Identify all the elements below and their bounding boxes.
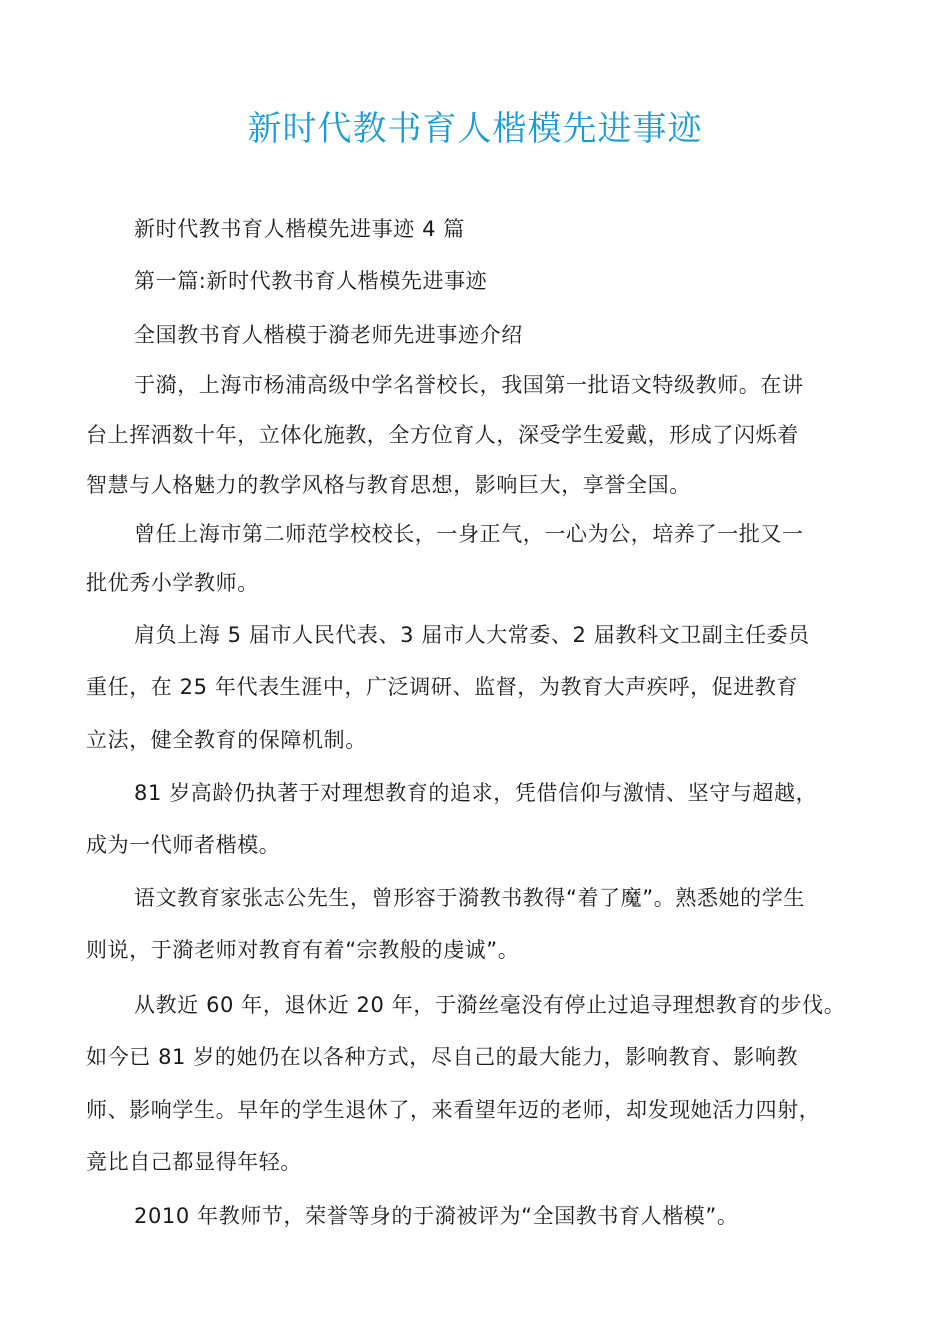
paragraph-line: 从教近 60 年，退休近 20 年，于漪丝毫没有停止过追寻理想教育的步伐。 — [134, 993, 846, 1017]
section-subheading: 全国教书育人楷模于漪老师先进事迹介绍 — [134, 323, 523, 347]
paragraph-line: 语文教育家张志公先生，曾形容于漪教书教得“着了魔”。熟悉她的学生 — [134, 886, 805, 910]
paragraph-line: 如今已 81 岁的她仍在以各种方式，尽自己的最大能力，影响教育、影响教 — [86, 1045, 799, 1069]
section-heading: 第一篇:新时代教书育人楷模先进事迹 — [134, 269, 488, 293]
paragraph-line: 则说，于漪老师对教育有着“宗教般的虔诚”。 — [86, 938, 520, 962]
paragraph-line: 肩负上海 5 届市人民代表、3 届市人大常委、2 届教科文卫副主任委员 — [134, 623, 810, 647]
paragraph-line: 师、影响学生。早年的学生退休了，来看望年迈的老师，却发现她活力四射， — [86, 1098, 821, 1122]
document-title: 新时代教书育人楷模先进事迹 — [247, 109, 703, 149]
paragraph-line: 立法，健全教育的保障机制。 — [86, 728, 367, 752]
paragraph-line: 智慧与人格魅力的教学风格与教育思想，影响巨大，享誉全国。 — [86, 473, 691, 497]
paragraph-line: 81 岁高龄仍执著于对理想教育的追求，凭借信仰与激情、坚守与超越， — [134, 781, 818, 805]
paragraph-line: 曾任上海市第二师范学校校长，一身正气，一心为公，培养了一批又一 — [134, 522, 804, 546]
paragraph-line: 竟比自己都显得年轻。 — [86, 1150, 302, 1174]
paragraph-line: 重任，在 25 年代表生涯中，广泛调研、监督，为教育大声疾呼，促进教育 — [86, 675, 799, 699]
paragraph-line: 2010 年教师节，荣誉等身的于漪被评为“全国教书育人楷模”。 — [134, 1204, 739, 1228]
paragraph-line: 台上挥洒数十年，立体化施教，全方位育人，深受学生爱戴，形成了闪烁着 — [86, 423, 799, 447]
paragraph-line: 成为一代师者楷模。 — [86, 833, 281, 857]
paragraph-line: 于漪，上海市杨浦高级中学名誉校长，我国第一批语文特级教师。在讲 — [134, 373, 804, 397]
subtitle-line: 新时代教书育人楷模先进事迹 4 篇 — [134, 217, 465, 241]
paragraph-line: 批优秀小学教师。 — [86, 571, 259, 595]
